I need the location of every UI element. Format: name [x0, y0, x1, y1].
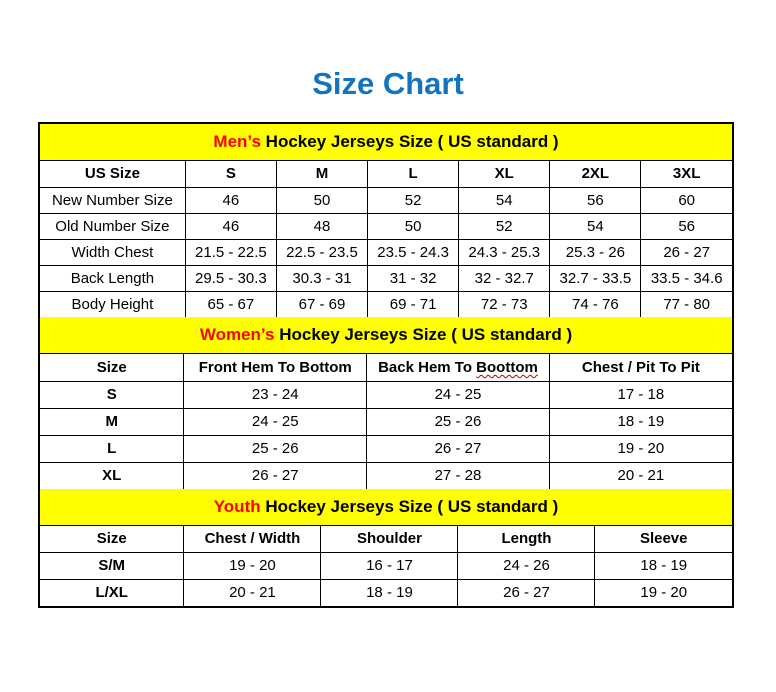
row-label-cell: M — [40, 408, 184, 435]
row-label-cell: S — [40, 381, 184, 408]
women-section-banner — [40, 317, 732, 354]
table-row — [40, 187, 732, 213]
women-banner-text: Hockey Jerseys Size ( US standard ) — [274, 325, 573, 344]
data-cell: 30.3 - 31 — [276, 265, 367, 291]
data-cell: 50 — [368, 213, 459, 239]
data-cell: 20 - 21 — [549, 462, 732, 489]
men-header-l: L — [368, 161, 459, 187]
data-cell: 77 - 80 — [641, 291, 732, 317]
data-cell: 25 - 26 — [367, 408, 550, 435]
row-label-cell: Back Length — [40, 265, 185, 291]
women-header-front-hem: Front Hem To Bottom — [184, 354, 367, 381]
data-cell: 54 — [550, 213, 641, 239]
data-cell: 24 - 26 — [458, 552, 595, 579]
table-row — [40, 291, 732, 317]
row-label-cell: New Number Size — [40, 187, 185, 213]
men-banner-text: Hockey Jerseys Size ( US standard ) — [260, 132, 559, 151]
back-hem-prefix: Back Hem To — [378, 358, 477, 376]
data-cell: 19 - 20 — [184, 552, 321, 579]
table-row — [40, 435, 732, 462]
data-cell: 52 — [368, 187, 459, 213]
data-cell: 26 - 27 — [641, 239, 732, 265]
data-cell: 22.5 - 23.5 — [276, 239, 367, 265]
data-cell: 69 - 71 — [368, 291, 459, 317]
youth-header-length: Length — [458, 526, 595, 552]
women-size-table — [40, 354, 732, 489]
table-row — [40, 213, 732, 239]
data-cell: 67 - 69 — [276, 291, 367, 317]
men-header-us-size: US Size — [40, 161, 185, 187]
data-cell: 19 - 20 — [595, 579, 732, 606]
youth-banner-text: Hockey Jerseys Size ( US standard ) — [260, 497, 559, 516]
men-header-row — [40, 161, 732, 187]
data-cell: 20 - 21 — [184, 579, 321, 606]
data-cell: 19 - 20 — [549, 435, 732, 462]
data-cell: 25 - 26 — [184, 435, 367, 462]
data-cell: 24 - 25 — [184, 408, 367, 435]
data-cell: 74 - 76 — [550, 291, 641, 317]
men-size-table — [40, 161, 732, 317]
table-row — [40, 265, 732, 291]
data-cell: 21.5 - 22.5 — [185, 239, 276, 265]
data-cell: 23 - 24 — [184, 381, 367, 408]
youth-header-size: Size — [40, 526, 184, 552]
data-cell: 26 - 27 — [458, 579, 595, 606]
data-cell: 46 — [185, 187, 276, 213]
youth-header-chest-width: Chest / Width — [184, 526, 321, 552]
data-cell: 27 - 28 — [367, 462, 550, 489]
data-cell: 25.3 - 26 — [550, 239, 641, 265]
data-cell: 60 — [641, 187, 732, 213]
data-cell: 17 - 18 — [549, 381, 732, 408]
data-cell: 24 - 25 — [367, 381, 550, 408]
data-cell: 16 - 17 — [321, 552, 458, 579]
data-cell: 46 — [185, 213, 276, 239]
data-cell: 23.5 - 24.3 — [368, 239, 459, 265]
table-row — [40, 462, 732, 489]
table-row — [40, 381, 732, 408]
row-label-cell: Old Number Size — [40, 213, 185, 239]
women-header-back-hem — [367, 354, 550, 381]
misspelled-word: Boottom — [476, 358, 538, 376]
men-header-2xl: 2XL — [550, 161, 641, 187]
row-label-cell: Width Chest — [40, 239, 185, 265]
data-cell: 29.5 - 30.3 — [185, 265, 276, 291]
youth-header-sleeve: Sleeve — [595, 526, 732, 552]
youth-header-shoulder: Shoulder — [321, 526, 458, 552]
men-header-s: S — [185, 161, 276, 187]
data-cell: 32 - 32.7 — [459, 265, 550, 291]
row-label-cell: XL — [40, 462, 184, 489]
women-header-size: Size — [40, 354, 184, 381]
women-header-row — [40, 354, 732, 381]
data-cell: 50 — [276, 187, 367, 213]
table-row — [40, 239, 732, 265]
data-cell: 24.3 - 25.3 — [459, 239, 550, 265]
data-cell: 26 - 27 — [184, 462, 367, 489]
data-cell: 31 - 32 — [368, 265, 459, 291]
table-row — [40, 579, 732, 606]
youth-size-table — [40, 526, 732, 606]
data-cell: 26 - 27 — [367, 435, 550, 462]
data-cell: 56 — [550, 187, 641, 213]
women-banner-highlight: Women’s — [199, 325, 275, 344]
data-cell: 48 — [276, 213, 367, 239]
table-row — [40, 408, 732, 435]
men-header-m: M — [276, 161, 367, 187]
youth-banner-highlight: Youth — [213, 497, 261, 516]
data-cell: 18 - 19 — [321, 579, 458, 606]
data-cell: 52 — [459, 213, 550, 239]
data-cell: 56 — [641, 213, 732, 239]
row-label-cell: Body Height — [40, 291, 185, 317]
youth-header-row — [40, 526, 732, 552]
data-cell: 33.5 - 34.6 — [641, 265, 732, 291]
row-label-cell: L/XL — [40, 579, 184, 606]
data-cell: 18 - 19 — [549, 408, 732, 435]
data-cell: 54 — [459, 187, 550, 213]
row-label-cell: L — [40, 435, 184, 462]
row-label-cell: S/M — [40, 552, 184, 579]
youth-section-banner — [40, 489, 732, 526]
data-cell: 72 - 73 — [459, 291, 550, 317]
data-cell: 32.7 - 33.5 — [550, 265, 641, 291]
page-title: Size Chart — [312, 66, 464, 101]
men-header-3xl: 3XL — [641, 161, 732, 187]
size-chart — [38, 122, 734, 608]
data-cell: 65 - 67 — [185, 291, 276, 317]
data-cell: 18 - 19 — [595, 552, 732, 579]
men-banner-highlight: Men’s — [213, 132, 261, 151]
men-section-banner — [40, 124, 732, 161]
women-header-chest-pit: Chest / Pit To Pit — [549, 354, 732, 381]
men-header-xl: XL — [459, 161, 550, 187]
table-row — [40, 552, 732, 579]
